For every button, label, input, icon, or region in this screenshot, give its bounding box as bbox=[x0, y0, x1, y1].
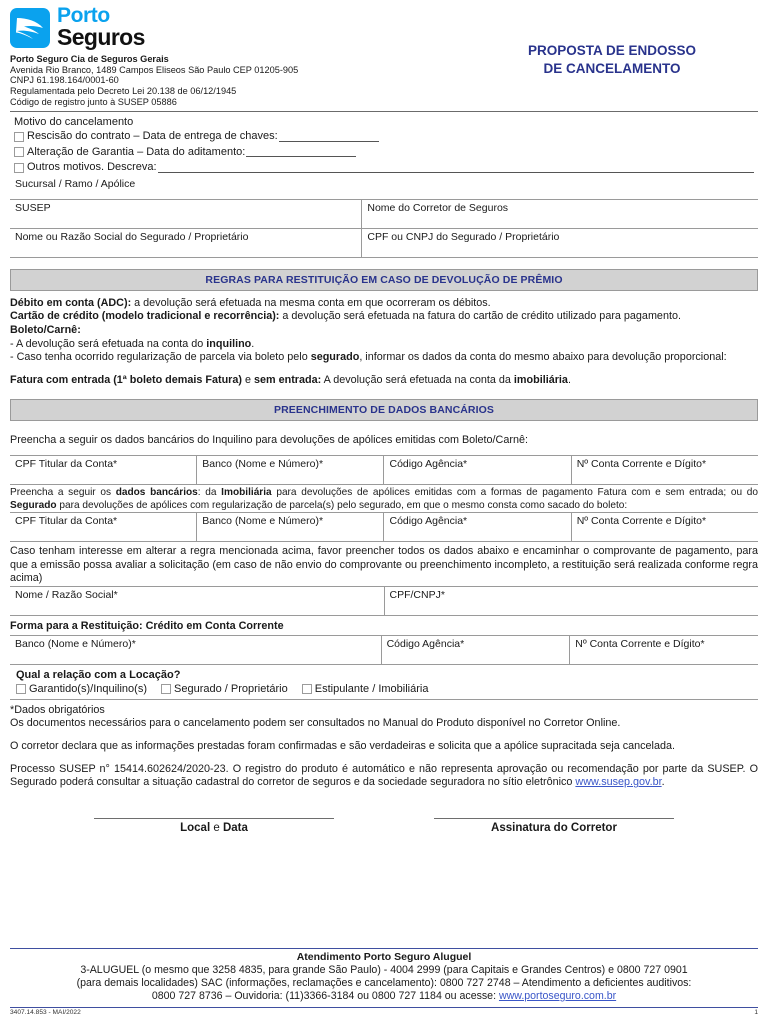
regras-text-block bbox=[10, 297, 758, 388]
intro2-c: : da bbox=[197, 486, 222, 498]
motivo-option-rescisao-label: Rescisão do contrato – Data de entrega de chaves: bbox=[27, 129, 278, 142]
field-cpf-cnpj-label: CPF/CNPJ* bbox=[389, 588, 445, 601]
checkbox-alteracao-garantia[interactable] bbox=[14, 147, 24, 157]
brand-block bbox=[10, 4, 470, 108]
motivo-outros-text-line[interactable] bbox=[158, 163, 754, 173]
field-cpf-titular-inquilino[interactable] bbox=[10, 455, 197, 484]
regra-cartao-label: Cartão de crédito (modelo tradicional e recorrência): bbox=[10, 310, 280, 323]
regra-boleto-item1-post: . bbox=[251, 337, 255, 350]
motivo-option-outros[interactable] bbox=[10, 160, 758, 176]
regra-fatura bbox=[10, 374, 758, 388]
regra-boleto-label: Boleto/Carnê: bbox=[10, 323, 81, 336]
field-cpf-cnpj[interactable] bbox=[384, 586, 758, 615]
relacao-option-estipulante[interactable] bbox=[302, 683, 429, 695]
regra-boleto-item2-pre: - Caso tenha ocorrido regularização de parcela via boleto pelo bbox=[10, 351, 311, 364]
field-conta-restituicao[interactable] bbox=[570, 635, 758, 664]
field-banco-imobiliaria-label: Banco (Nome e Número)* bbox=[202, 515, 324, 528]
checkbox-segurado-proprietario[interactable] bbox=[161, 684, 171, 694]
porto-seguro-wave-icon bbox=[10, 8, 50, 48]
field-agencia-imobiliaria[interactable] bbox=[384, 513, 571, 542]
regra-fatura-bold2: sem entrada: bbox=[254, 373, 322, 386]
signature-data-word: Data bbox=[222, 821, 248, 834]
regra-adc-label: Débito em conta (ADC): bbox=[10, 296, 132, 309]
signature-line-corretor[interactable] bbox=[434, 818, 674, 819]
field-banco-inquilino[interactable] bbox=[197, 455, 384, 484]
motivo-option-rescisao[interactable] bbox=[10, 129, 758, 145]
relacao-option-garantido-label: Garantido(s)/Inquilino(s) bbox=[29, 682, 147, 695]
footer-contact-line1: 3-ALUGUEL (o mesmo que 3258 4835, para grande São Paulo) - 4004 2999 (para Capitais e Grandes Centros) e 0800 727 0901 bbox=[80, 964, 688, 977]
bancarios-intro-imobiliaria bbox=[10, 487, 758, 512]
field-agencia-inquilino-label: Código Agência* bbox=[389, 457, 468, 470]
field-conta-imobiliaria[interactable] bbox=[571, 513, 758, 542]
regra-boleto-item2-post: , informar os dados da conta do mesmo abaixo para devolução proporcional: bbox=[359, 351, 727, 364]
signature-corretor[interactable] bbox=[418, 818, 690, 834]
bank-table-imobiliaria bbox=[10, 512, 758, 542]
regra-fatura-end: . bbox=[567, 373, 571, 386]
checkbox-garantido-inquilino[interactable] bbox=[16, 684, 26, 694]
regra-adc bbox=[10, 297, 758, 311]
field-conta-restituicao-label: Nº Conta Corrente e Dígito* bbox=[575, 637, 705, 650]
motivo-option-alteracao-label: Alteração de Garantia – Data do aditamento: bbox=[27, 145, 246, 158]
relacao-locacao-section bbox=[10, 665, 758, 700]
field-agencia-restituicao-label: Código Agência* bbox=[386, 637, 465, 650]
signature-local-data[interactable] bbox=[78, 818, 350, 834]
regra-fatura-mid: e bbox=[241, 373, 254, 386]
field-nome-razao-social[interactable] bbox=[10, 586, 384, 615]
field-banco-restituicao-label: Banco (Nome e Número)* bbox=[15, 637, 136, 650]
page-title-line1: PROPOSTA DE ENDOSSO bbox=[528, 43, 697, 58]
checkbox-outros-motivos[interactable] bbox=[14, 163, 24, 173]
banner-preenchimento-dados-bancarios: PREENCHIMENTO DE DADOS BANCÁRIOS bbox=[10, 399, 758, 421]
table-row bbox=[10, 513, 758, 542]
field-segurado-cpfcnpj-label: CPF ou CNPJ do Segurado / Proprietário bbox=[367, 230, 560, 243]
table-row bbox=[10, 455, 758, 484]
relacao-option-segurado[interactable] bbox=[161, 683, 288, 695]
motivo-alteracao-date-line[interactable] bbox=[246, 147, 356, 157]
intro2-bold-segurado: Segurado bbox=[10, 499, 57, 511]
field-sucursal-ramo-apolice[interactable] bbox=[10, 176, 758, 200]
footer-meta bbox=[10, 1008, 758, 1016]
field-conta-imobiliaria-label: Nº Conta Corrente e Dígito* bbox=[576, 515, 707, 528]
field-susep[interactable] bbox=[10, 200, 362, 229]
legal-susep-note bbox=[10, 763, 758, 790]
regra-cartao bbox=[10, 310, 758, 324]
page-title bbox=[470, 42, 754, 78]
intro2-e: para devoluções de apólices com regularização de parcela(s) pelo segurado, em que o mesmo consta como sacado do boleto: bbox=[56, 499, 628, 511]
table-row bbox=[10, 635, 758, 664]
checkbox-rescisao[interactable] bbox=[14, 132, 24, 142]
field-banco-inquilino-label: Banco (Nome e Número)* bbox=[202, 457, 324, 470]
checkbox-estipulante-imobiliaria[interactable] bbox=[302, 684, 312, 694]
motivo-section bbox=[10, 112, 758, 176]
footer-contact-line2: (para demais localidades) SAC (informações, reclamações e cancelamento): 0800 727 2748 – Atendimento a deficientes auditivos: bbox=[76, 977, 692, 990]
regra-boleto-item2 bbox=[10, 351, 758, 365]
signature-line-local[interactable] bbox=[94, 818, 334, 819]
banner-regras-restituicao: REGRAS PARA RESTITUIÇÃO EM CASO DE DEVOLUÇÃO DE PRÊMIO bbox=[10, 269, 758, 291]
relacao-option-estipulante-label: Estipulante / Imobiliária bbox=[314, 682, 429, 695]
signature-corretor-label: Assinatura do Corretor bbox=[491, 821, 617, 834]
company-name: Porto Seguro Cia de Seguros Gerais bbox=[10, 53, 169, 64]
motivo-rescisao-date-line[interactable] bbox=[279, 132, 379, 142]
regra-boleto-item2-bold: segurado bbox=[310, 351, 360, 364]
field-segurado-nome-label: Nome ou Razão Social do Segurado / Proprietário bbox=[15, 230, 249, 243]
bancarios-alteracao-note: Caso tenham interesse em alterar a regra mencionada acima, favor preencher todos os dados abaixo e encaminhar o comprovante de pagamento, para que a emissão possa avaliar a solicitação (em caso de não envio do comprovante ou preenchimento incompleto, a restituição será realizada conforme regra acima) bbox=[10, 545, 758, 585]
field-corretor[interactable] bbox=[362, 200, 758, 229]
field-agencia-restituicao[interactable] bbox=[381, 635, 570, 664]
bancarios-intro-inquilino: Preencha a seguir os dados bancários do Inquilino para devoluções de apólices emitidas com Boleto/Carnê: bbox=[10, 434, 528, 447]
field-cpf-titular-imobiliaria-label: CPF Titular da Conta* bbox=[15, 515, 118, 528]
field-sucursal-label: Sucursal / Ramo / Apólice bbox=[15, 177, 136, 190]
portoseguro-website-link[interactable]: www.portoseguro.com.br bbox=[498, 990, 617, 1003]
signature-local-word: Local bbox=[180, 821, 211, 834]
page-title-line2: DE CANCELAMENTO bbox=[543, 61, 681, 77]
legal-susep-period: . bbox=[661, 776, 665, 789]
company-regulation: Regulamentada pelo Decreto Lei 20.138 de 06/12/1945 bbox=[10, 86, 237, 97]
signature-local-conj: e bbox=[210, 821, 223, 834]
company-cnpj: CNPJ 61.198.164/0001-60 bbox=[10, 75, 119, 86]
field-banco-restituicao[interactable] bbox=[10, 635, 381, 664]
footer-doc-code: 3407.14.853 - MAI/2022 bbox=[10, 1009, 81, 1016]
field-conta-inquilino-label: Nº Conta Corrente e Dígito* bbox=[576, 457, 707, 470]
intro2-bold-imobiliaria: Imobiliária bbox=[221, 486, 272, 498]
regra-adc-text: a devolução será efetuada na mesma conta em que ocorreram os débitos. bbox=[131, 296, 491, 309]
logo bbox=[10, 4, 470, 51]
legal-susep-text: Processo SUSEP n° 15414.602624/2020-23. O registro do produto é automático e não representa aprovação ou recomendação por parte da SUSEP. O Segurado poderá consultar a situação cadastral do corretor de seguros e da sociedade seguradora no sítio eletrônico bbox=[10, 762, 758, 789]
intro2-a: Preencha a seguir os bbox=[10, 486, 116, 498]
document-footer bbox=[10, 948, 758, 1016]
logo-word-porto: Porto bbox=[57, 4, 110, 27]
field-conta-inquilino[interactable] bbox=[571, 455, 758, 484]
logo-wordmark bbox=[57, 6, 145, 49]
intro2-d: para devoluções de apólices emitidas com a formas de pagamento Fatura com e sem entrada; ou do bbox=[271, 486, 758, 498]
company-address: Avenida Rio Branco, 1489 Campos Eliseos São Paulo CEP 01205-905 bbox=[10, 64, 299, 75]
logo-word-seguros: Seguros bbox=[57, 24, 145, 51]
footer-title: Atendimento Porto Seguro Aluguel bbox=[296, 950, 472, 963]
signature-local-label bbox=[78, 822, 350, 834]
intro2-bold-dados: dados bancários bbox=[115, 486, 198, 498]
signature-area bbox=[10, 818, 758, 834]
relacao-option-segurado-label: Segurado / Proprietário bbox=[174, 682, 288, 695]
regra-cartao-text: a devolução será efetuada na fatura do cartão de crédito utilizado para pagamento. bbox=[279, 310, 681, 323]
motivo-title: Motivo do cancelamento bbox=[14, 115, 134, 128]
company-susep-code: Código de registro junto à SUSEP 05886 bbox=[10, 97, 177, 108]
field-corretor-label: Nome do Corretor de Seguros bbox=[367, 201, 509, 214]
field-cpf-titular-imobiliaria[interactable] bbox=[10, 513, 197, 542]
susep-website-link[interactable]: www.susep.gov.br bbox=[575, 776, 662, 789]
regra-fatura-bold3: imobiliária bbox=[513, 373, 568, 386]
regra-fatura-text: A devolução será efetuada na conta da bbox=[321, 373, 514, 386]
motivo-option-alteracao[interactable] bbox=[10, 145, 758, 161]
field-segurado-nome[interactable] bbox=[10, 228, 362, 257]
field-agencia-inquilino[interactable] bbox=[384, 455, 571, 484]
footer-page-number: 1 bbox=[754, 1009, 758, 1016]
forma-restituicao-table bbox=[10, 635, 758, 665]
legal-manual-note: Os documentos necessários para o cancelamento podem ser consultados no Manual do Produto disponível no Corretor Online. bbox=[10, 717, 621, 730]
field-nome-razao-social-label: Nome / Razão Social* bbox=[15, 588, 118, 601]
apolice-table bbox=[10, 200, 758, 258]
motivo-option-outros-label: Outros motivos. Descreva: bbox=[27, 161, 157, 174]
field-susep-label: SUSEP bbox=[15, 201, 51, 214]
footer-contact-line3-text: 0800 727 8736 – Ouvidoria: (11)3366-3184 ou 0800 727 1184 ou acesse: bbox=[151, 990, 499, 1003]
regra-boleto-title bbox=[10, 324, 758, 338]
table-row-segurado bbox=[10, 228, 758, 257]
legal-declaration: O corretor declara que as informações prestadas foram confirmadas e são verdadeiras e solicita que a apólice supracitada seja cancelada. bbox=[10, 740, 675, 753]
titular-table bbox=[10, 586, 758, 616]
regra-boleto-item1-pre: - A devolução será efetuada na conta do bbox=[10, 337, 207, 350]
legal-required-note: *Dados obrigatórios bbox=[10, 703, 105, 716]
bank-table-inquilino bbox=[10, 455, 758, 485]
footer-top-rule bbox=[10, 948, 758, 949]
document-header bbox=[10, 0, 758, 108]
regra-boleto-item1-bold: inquilino bbox=[206, 337, 252, 350]
table-row bbox=[10, 586, 758, 615]
field-cpf-titular-inquilino-label: CPF Titular da Conta* bbox=[15, 457, 118, 470]
relacao-locacao-title: Qual a relação com a Locação? bbox=[16, 668, 181, 681]
regra-boleto-item1 bbox=[10, 338, 758, 352]
field-banco-imobiliaria[interactable] bbox=[197, 513, 384, 542]
table-row-susep-corretor bbox=[10, 200, 758, 229]
relacao-locacao-options bbox=[16, 683, 752, 695]
relacao-option-garantido[interactable] bbox=[16, 683, 147, 695]
forma-restituicao-title: Forma para a Restituição: Crédito em Conta Corrente bbox=[10, 619, 284, 632]
regra-fatura-bold1: Fatura com entrada (1ª boleto demais Fatura) bbox=[10, 373, 242, 386]
field-segurado-cpfcnpj[interactable] bbox=[362, 228, 758, 257]
field-agencia-imobiliaria-label: Código Agência* bbox=[389, 515, 468, 528]
footer-contact-line3 bbox=[10, 990, 758, 1003]
